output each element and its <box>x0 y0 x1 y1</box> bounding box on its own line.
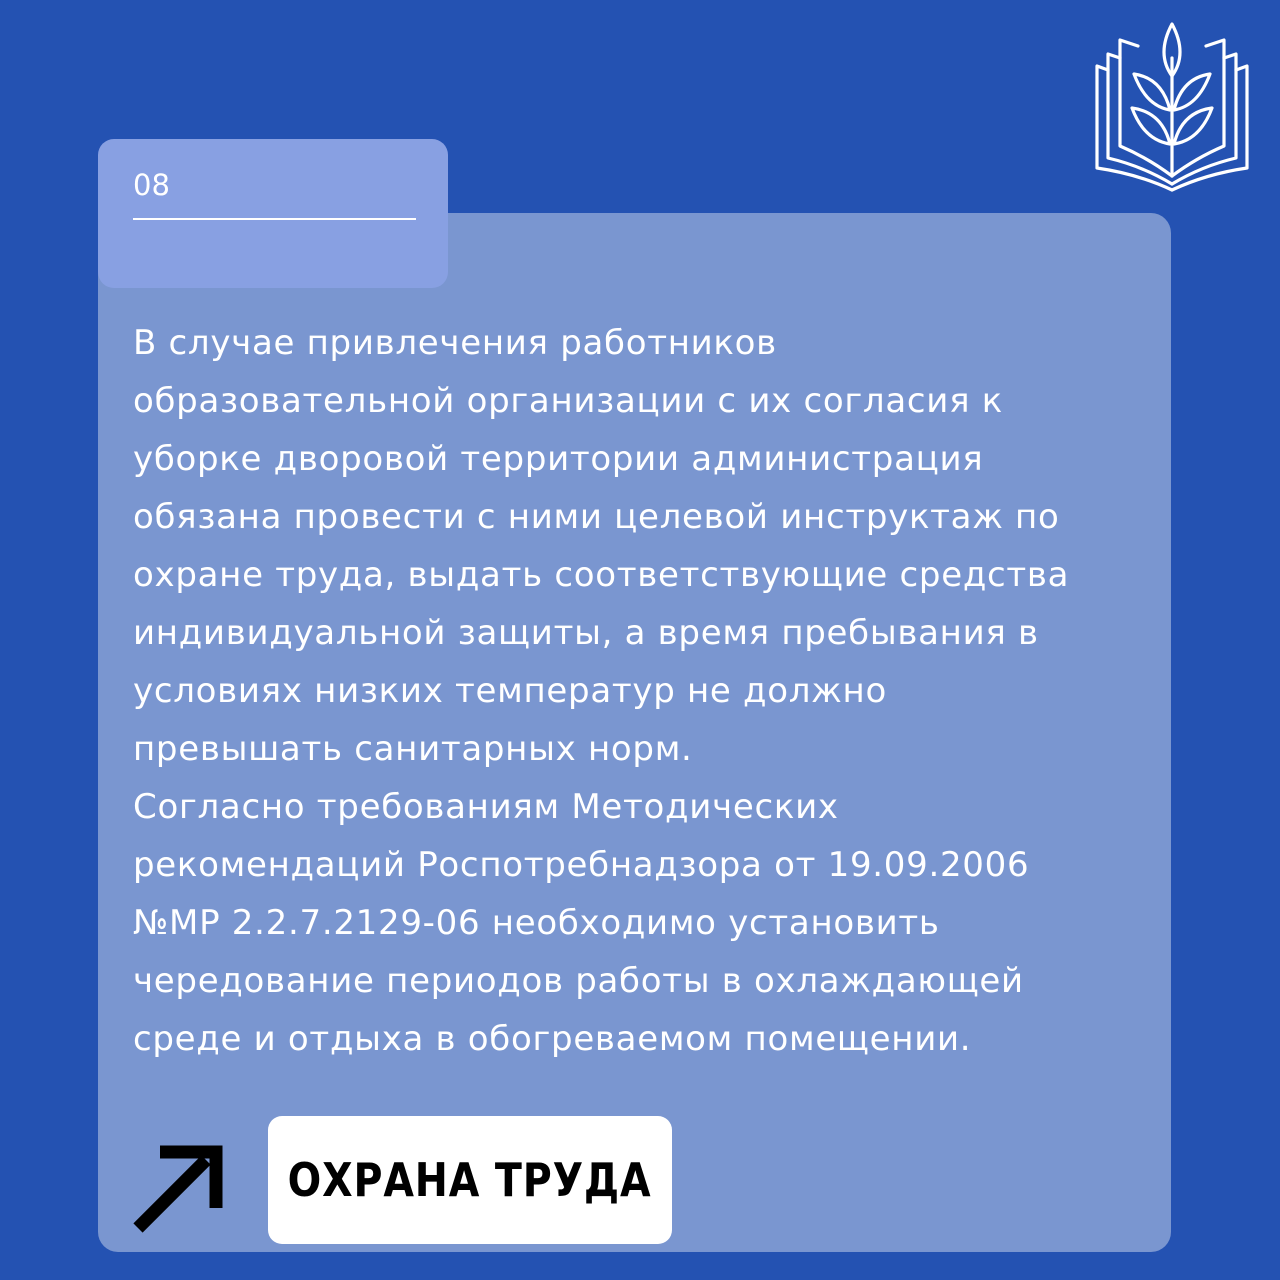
tag-label: ОХРАНА ТРУДА <box>288 1153 652 1207</box>
tab-underline <box>133 218 416 220</box>
paragraph-2: Согласно требованиям Методических рекомендаций Роспотребнадзора от 19.09.2006 №МР 2.2.7.2129-06 необходимо установить чередование периодов работы в охлаждающей среде и отдыха в обогреваемом помещении. <box>133 787 1030 1059</box>
slide-number: 08 <box>133 168 170 202</box>
occupational-safety-tag-button[interactable] <box>268 1116 672 1244</box>
slide-number-tab <box>98 139 448 288</box>
union-logo-icon <box>1090 18 1255 193</box>
paragraph-1: В случае привлечения работников образовательной организации с их согласия к уборке дворовой территории администрация обязана провести с ними целевой инструктаж по охране труда, выдать соответствующие средства индивидуальной защиты, а время пребывания в условиях низких температур не должно превышать санитарных норм. <box>133 323 1070 769</box>
body-text <box>133 314 1143 1068</box>
arrow-up-right-icon <box>132 1138 230 1236</box>
